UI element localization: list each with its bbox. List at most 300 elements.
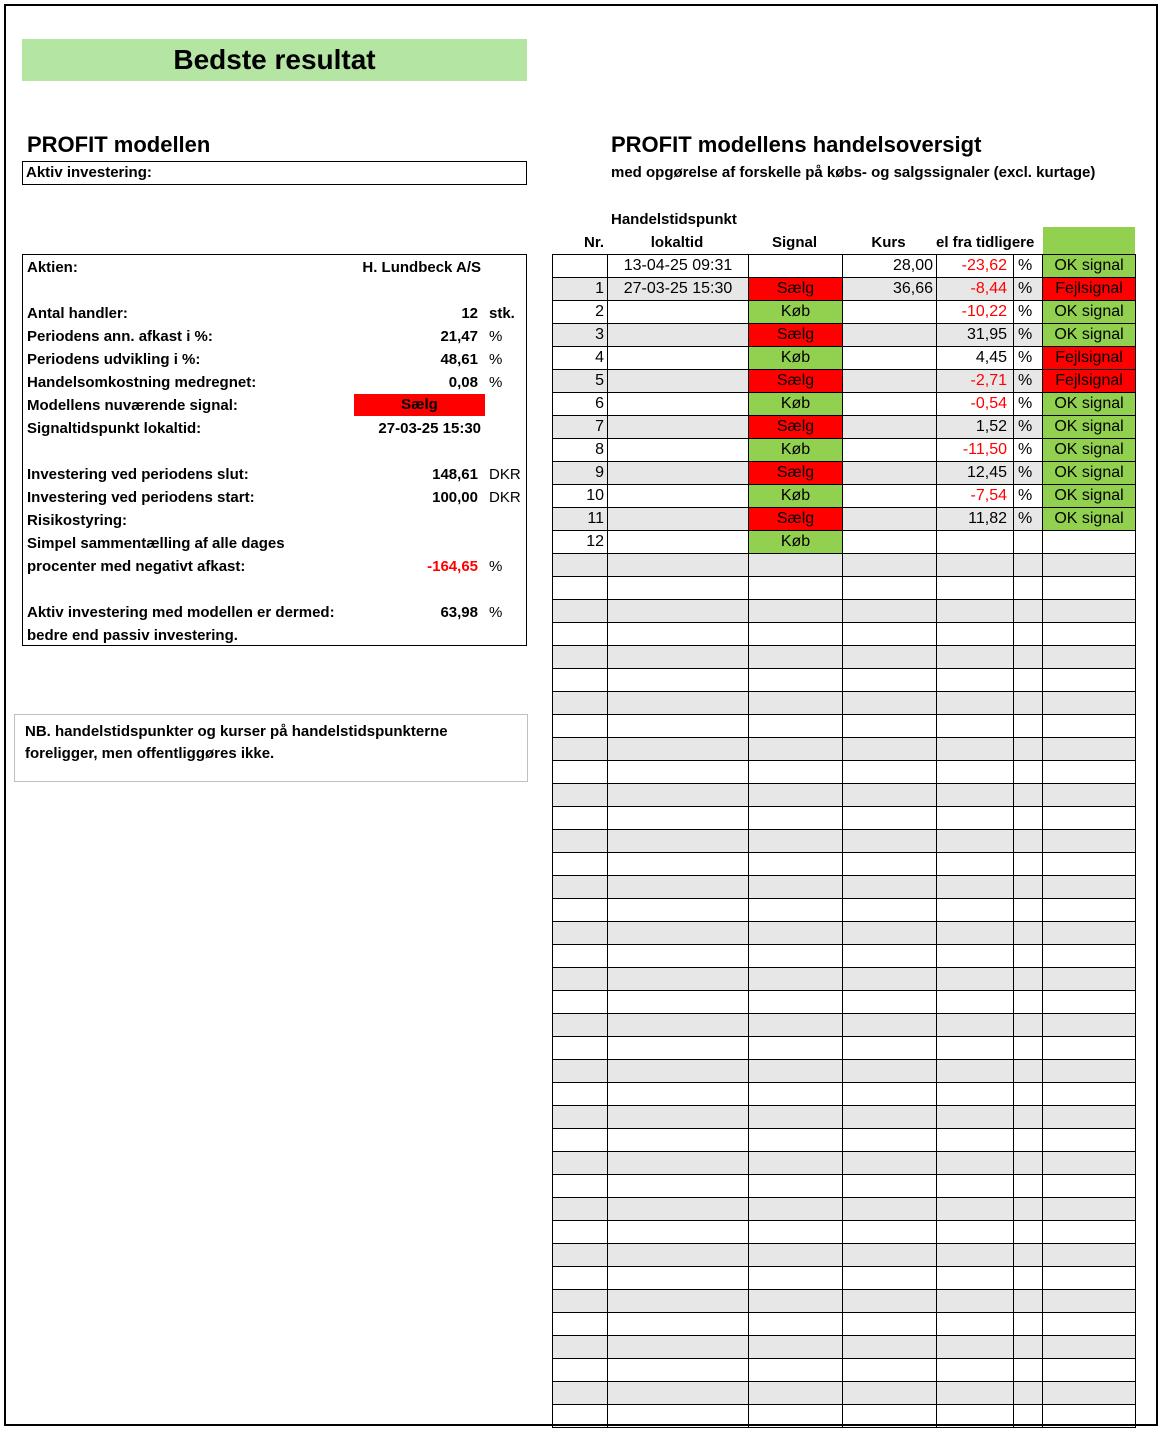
active-investment-label: Aktiv investering:: [26, 164, 152, 181]
row-kurs: [843, 1129, 937, 1152]
row-pct: [937, 715, 1014, 738]
row-signal: [749, 991, 843, 1014]
row-nr: [553, 1083, 608, 1106]
row-nr: [553, 1382, 608, 1405]
row-kurs: [843, 301, 937, 324]
row-kurs: [843, 1198, 937, 1221]
row-time: [608, 1106, 749, 1129]
row-pct: [937, 968, 1014, 991]
row-time: [608, 738, 749, 761]
table-row: [553, 324, 1136, 347]
row-time: [608, 370, 749, 393]
row-nr: [553, 715, 608, 738]
row-time: [608, 1037, 749, 1060]
row-signal: Køb: [749, 531, 843, 554]
row-time: [608, 1382, 749, 1405]
row-nr: 2: [553, 301, 608, 324]
row-time: [608, 922, 749, 945]
row-status: OK signal: [1043, 301, 1136, 324]
row-nr: [553, 968, 608, 991]
row-status: OK signal: [1043, 485, 1136, 508]
row-signal: [749, 715, 843, 738]
trades-label: Antal handler:: [27, 305, 128, 322]
row-unit: %: [1014, 347, 1043, 370]
table-row: [553, 462, 1136, 485]
row-status: Fejlsignal: [1043, 347, 1136, 370]
row-signal: [749, 1106, 843, 1129]
row-pct: [937, 692, 1014, 715]
row-unit: [1014, 715, 1043, 738]
row-unit: %: [1014, 462, 1043, 485]
table-row: [553, 1014, 1136, 1037]
row-pct: -11,50: [937, 439, 1014, 462]
row-pct: [937, 784, 1014, 807]
table-row: [553, 1037, 1136, 1060]
negative-sum-label-1: Simpel sammentælling af alle dages: [27, 535, 285, 552]
row-pct: [937, 531, 1014, 554]
table-row: [553, 692, 1136, 715]
row-signal: [749, 623, 843, 646]
row-kurs: [843, 853, 937, 876]
row-kurs: [843, 485, 937, 508]
row-unit: [1014, 1106, 1043, 1129]
row-time: [608, 692, 749, 715]
table-row: [553, 784, 1136, 807]
row-time: [608, 439, 749, 462]
row-status: [1043, 600, 1136, 623]
row-pct: [937, 577, 1014, 600]
banner-title: Bedste resultat: [22, 39, 527, 81]
row-unit: [1014, 646, 1043, 669]
row-time: [608, 301, 749, 324]
row-kurs: [843, 1014, 937, 1037]
row-status: [1043, 554, 1136, 577]
table-row: [553, 1060, 1136, 1083]
table-row: [553, 1198, 1136, 1221]
row-pct: [937, 876, 1014, 899]
row-unit: [1014, 1267, 1043, 1290]
table-row: [553, 439, 1136, 462]
row-unit: [1014, 623, 1043, 646]
negative-sum-value: -164,65: [427, 558, 478, 575]
row-signal: [749, 876, 843, 899]
row-nr: [553, 577, 608, 600]
row-nr: [553, 945, 608, 968]
row-status: Fejlsignal: [1043, 278, 1136, 301]
table-row: [553, 761, 1136, 784]
row-kurs: [843, 462, 937, 485]
current-signal-label: Modellens nuværende signal:: [27, 397, 238, 414]
row-unit: [1014, 968, 1043, 991]
row-status: [1043, 853, 1136, 876]
row-time: [608, 531, 749, 554]
row-unit: [1014, 1359, 1043, 1382]
table-row: [553, 830, 1136, 853]
row-status: [1043, 623, 1136, 646]
row-signal: [749, 1060, 843, 1083]
row-nr: [553, 899, 608, 922]
row-status: [1043, 807, 1136, 830]
row-kurs: [843, 508, 937, 531]
row-unit: [1014, 1060, 1043, 1083]
row-nr: [553, 1244, 608, 1267]
row-signal: [749, 1359, 843, 1382]
row-pct: [937, 623, 1014, 646]
row-time: [608, 761, 749, 784]
row-kurs: [843, 830, 937, 853]
row-pct: [937, 807, 1014, 830]
row-unit: [1014, 577, 1043, 600]
row-signal: [749, 945, 843, 968]
table-row: [553, 485, 1136, 508]
header-kurs: Kurs: [871, 234, 906, 251]
row-status: [1043, 830, 1136, 853]
row-signal: Sælg: [749, 278, 843, 301]
row-kurs: [843, 600, 937, 623]
row-pct: 12,45: [937, 462, 1014, 485]
row-status: [1043, 1037, 1136, 1060]
row-unit: [1014, 669, 1043, 692]
row-nr: [553, 1037, 608, 1060]
right-subtitle: med opgørelse af forskelle på købs- og salgssignaler (excl. kurtage): [611, 164, 1096, 181]
row-time: [608, 853, 749, 876]
row-unit: %: [1014, 485, 1043, 508]
row-kurs: 28,00: [843, 255, 937, 278]
row-pct: [937, 646, 1014, 669]
table-row: [553, 922, 1136, 945]
row-unit: [1014, 1014, 1043, 1037]
start-investment-unit: DKR: [489, 489, 521, 506]
row-signal: Køb: [749, 439, 843, 462]
table-row: [553, 508, 1136, 531]
row-status: [1043, 899, 1136, 922]
row-pct: [937, 554, 1014, 577]
row-unit: [1014, 692, 1043, 715]
row-time: [608, 1060, 749, 1083]
row-signal: [749, 1198, 843, 1221]
row-signal: [749, 1129, 843, 1152]
row-status: [1043, 1152, 1136, 1175]
table-row: [553, 370, 1136, 393]
row-kurs: [843, 761, 937, 784]
row-status: OK signal: [1043, 439, 1136, 462]
table-row: [553, 554, 1136, 577]
table-row: [553, 347, 1136, 370]
row-status: [1043, 945, 1136, 968]
row-status: [1043, 1290, 1136, 1313]
row-nr: [553, 1175, 608, 1198]
row-nr: 6: [553, 393, 608, 416]
row-kurs: [843, 1336, 937, 1359]
row-unit: [1014, 1083, 1043, 1106]
row-time: [608, 1267, 749, 1290]
row-pct: [937, 1198, 1014, 1221]
row-time: [608, 1244, 749, 1267]
row-kurs: [843, 968, 937, 991]
cost-label: Handelsomkostning medregnet:: [27, 374, 257, 391]
row-time: [608, 1083, 749, 1106]
row-unit: [1014, 899, 1043, 922]
row-unit: [1014, 807, 1043, 830]
row-pct: [937, 1244, 1014, 1267]
row-time: [608, 462, 749, 485]
result-label-1: Aktiv investering med modellen er dermed:: [27, 604, 335, 621]
row-time: [608, 1129, 749, 1152]
row-status: [1043, 531, 1136, 554]
table-row: [553, 1382, 1136, 1405]
row-time: [608, 347, 749, 370]
row-pct: [937, 1290, 1014, 1313]
row-nr: [553, 1313, 608, 1336]
row-pct: [937, 830, 1014, 853]
row-unit: [1014, 1221, 1043, 1244]
row-pct: [937, 1267, 1014, 1290]
row-signal: [749, 1267, 843, 1290]
table-row: [553, 945, 1136, 968]
row-signal: [749, 1083, 843, 1106]
row-status: [1043, 876, 1136, 899]
row-status: [1043, 646, 1136, 669]
result-label-2: bedre end passiv investering.: [27, 627, 238, 644]
row-kurs: [843, 899, 937, 922]
current-signal-badge: Sælg: [354, 394, 485, 416]
row-signal: [749, 1221, 843, 1244]
period-change-label: Periodens udvikling i %:: [27, 351, 201, 368]
table-row: [553, 301, 1136, 324]
stock-name: H. Lundbeck A/S: [362, 259, 481, 276]
row-pct: [937, 991, 1014, 1014]
row-time: [608, 968, 749, 991]
row-unit: [1014, 1405, 1043, 1428]
row-nr: [553, 876, 608, 899]
row-kurs: [843, 1267, 937, 1290]
row-pct: [937, 1060, 1014, 1083]
row-kurs: [843, 876, 937, 899]
row-pct: [937, 945, 1014, 968]
row-kurs: [843, 1175, 937, 1198]
row-signal: [749, 1382, 843, 1405]
period-change-unit: %: [489, 351, 503, 368]
row-signal: [749, 669, 843, 692]
row-unit: %: [1014, 255, 1043, 278]
table-row: [553, 1267, 1136, 1290]
table-row: [553, 1083, 1136, 1106]
row-status: [1043, 1313, 1136, 1336]
row-status: [1043, 922, 1136, 945]
row-kurs: [843, 554, 937, 577]
info-panel: [22, 254, 527, 646]
row-unit: [1014, 1244, 1043, 1267]
row-kurs: [843, 1152, 937, 1175]
row-kurs: [843, 1037, 937, 1060]
row-kurs: [843, 1405, 937, 1428]
row-time: [608, 1152, 749, 1175]
row-nr: 7: [553, 416, 608, 439]
row-time: 13-04-25 09:31: [608, 255, 749, 278]
row-kurs: [843, 1382, 937, 1405]
row-nr: [553, 1221, 608, 1244]
row-time: [608, 784, 749, 807]
row-nr: [553, 255, 608, 278]
row-kurs: [843, 738, 937, 761]
row-time: [608, 416, 749, 439]
row-nr: [553, 1198, 608, 1221]
row-signal: [749, 1014, 843, 1037]
row-nr: [553, 1152, 608, 1175]
row-signal: [749, 692, 843, 715]
row-nr: 1: [553, 278, 608, 301]
result-unit: %: [489, 604, 503, 621]
row-nr: [553, 1267, 608, 1290]
table-row: [553, 393, 1136, 416]
row-pct: [937, 1405, 1014, 1428]
header-time-2: lokaltid: [650, 234, 704, 251]
row-signal: [749, 830, 843, 853]
row-signal: [749, 600, 843, 623]
row-kurs: [843, 439, 937, 462]
row-signal: [749, 554, 843, 577]
row-signal: Køb: [749, 393, 843, 416]
row-signal: [749, 922, 843, 945]
row-nr: 11: [553, 508, 608, 531]
row-time: [608, 1014, 749, 1037]
row-time: [608, 1359, 749, 1382]
row-nr: [553, 853, 608, 876]
row-pct: [937, 761, 1014, 784]
row-time: [608, 508, 749, 531]
row-time: 27-03-25 15:30: [608, 278, 749, 301]
row-status: [1043, 761, 1136, 784]
row-nr: 3: [553, 324, 608, 347]
row-time: [608, 991, 749, 1014]
row-kurs: [843, 945, 937, 968]
table-row: [553, 968, 1136, 991]
annual-return-value: 21,47: [440, 328, 478, 345]
header-diff: el fra tidligere: [936, 234, 1035, 251]
row-status: [1043, 1175, 1136, 1198]
row-signal: Sælg: [749, 508, 843, 531]
row-unit: [1014, 1175, 1043, 1198]
row-unit: [1014, 991, 1043, 1014]
row-status: OK signal: [1043, 462, 1136, 485]
row-pct: [937, 922, 1014, 945]
row-pct: [937, 1152, 1014, 1175]
table-row: [553, 1405, 1136, 1428]
negative-sum-unit: %: [489, 558, 503, 575]
start-investment-value: 100,00: [432, 489, 478, 506]
row-unit: [1014, 600, 1043, 623]
row-unit: %: [1014, 301, 1043, 324]
row-time: [608, 485, 749, 508]
row-signal: Sælg: [749, 370, 843, 393]
risk-label: Risikostyring:: [27, 512, 128, 529]
row-pct: [937, 1175, 1014, 1198]
row-pct: 1,52: [937, 416, 1014, 439]
row-kurs: [843, 347, 937, 370]
row-kurs: [843, 692, 937, 715]
row-nr: 9: [553, 462, 608, 485]
row-unit: [1014, 1129, 1043, 1152]
row-nr: [553, 1336, 608, 1359]
row-signal: Køb: [749, 347, 843, 370]
row-signal: Sælg: [749, 324, 843, 347]
table-row: [553, 1106, 1136, 1129]
row-kurs: [843, 922, 937, 945]
trade-table: [552, 254, 1136, 1428]
row-status: [1043, 784, 1136, 807]
row-nr: [553, 1290, 608, 1313]
row-unit: [1014, 1382, 1043, 1405]
row-time: [608, 324, 749, 347]
row-pct: [937, 899, 1014, 922]
table-row: [553, 1152, 1136, 1175]
end-investment-label: Investering ved periodens slut:: [27, 466, 249, 483]
note-box: [14, 714, 528, 782]
row-kurs: [843, 646, 937, 669]
annual-return-unit: %: [489, 328, 503, 345]
row-unit: %: [1014, 416, 1043, 439]
row-status: [1043, 991, 1136, 1014]
row-unit: %: [1014, 278, 1043, 301]
table-row: [553, 876, 1136, 899]
row-nr: [553, 922, 608, 945]
row-unit: [1014, 531, 1043, 554]
row-time: [608, 669, 749, 692]
header-nr: Nr.: [583, 234, 604, 251]
row-time: [608, 1175, 749, 1198]
row-status: [1043, 1244, 1136, 1267]
row-signal: [749, 1037, 843, 1060]
table-row: [553, 577, 1136, 600]
row-kurs: [843, 669, 937, 692]
period-change-value: 48,61: [440, 351, 478, 368]
row-signal: Køb: [749, 301, 843, 324]
row-status: [1043, 968, 1136, 991]
row-signal: [749, 807, 843, 830]
row-status: OK signal: [1043, 255, 1136, 278]
row-status: [1043, 738, 1136, 761]
row-nr: [553, 830, 608, 853]
row-pct: [937, 1037, 1014, 1060]
row-time: [608, 945, 749, 968]
active-investment-box: [22, 161, 527, 185]
result-value: 63,98: [440, 604, 478, 621]
table-row: [553, 255, 1136, 278]
table-row: [553, 416, 1136, 439]
row-unit: [1014, 945, 1043, 968]
row-pct: [937, 1106, 1014, 1129]
row-status: [1043, 669, 1136, 692]
row-pct: [937, 1129, 1014, 1152]
row-time: [608, 1313, 749, 1336]
row-kurs: 36,66: [843, 278, 937, 301]
row-unit: [1014, 1290, 1043, 1313]
row-kurs: [843, 416, 937, 439]
row-status: [1043, 1083, 1136, 1106]
row-nr: [553, 991, 608, 1014]
header-status-fill: [1043, 227, 1135, 254]
row-pct: [937, 1083, 1014, 1106]
table-row: [553, 1244, 1136, 1267]
row-signal: Sælg: [749, 462, 843, 485]
end-investment-unit: DKR: [489, 466, 521, 483]
row-kurs: [843, 1060, 937, 1083]
row-unit: [1014, 784, 1043, 807]
table-row: [553, 1175, 1136, 1198]
table-row: [553, 738, 1136, 761]
row-signal: [749, 577, 843, 600]
row-nr: 10: [553, 485, 608, 508]
